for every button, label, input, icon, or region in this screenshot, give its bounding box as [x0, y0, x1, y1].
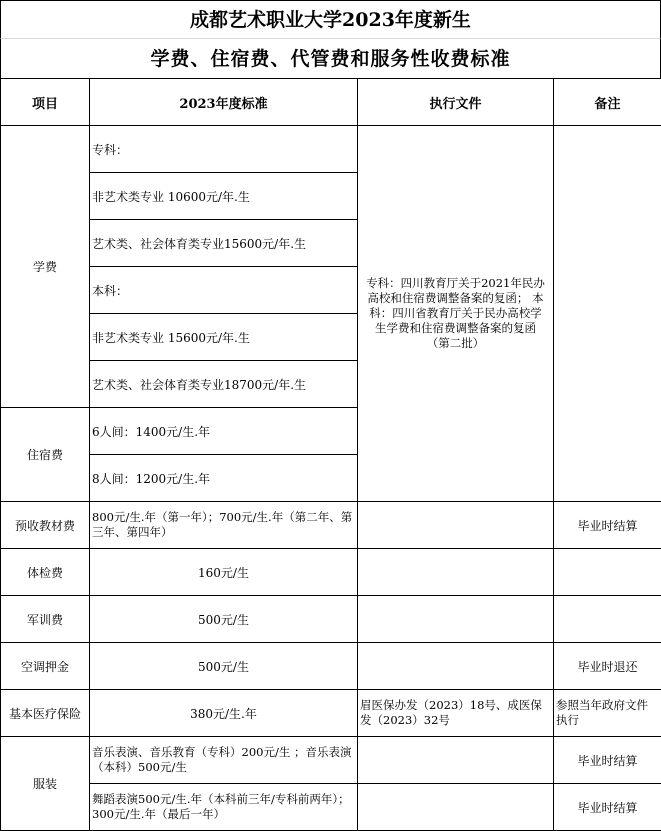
ac-deposit-remark: 毕业时退还 [554, 643, 661, 690]
insurance-label: 基本医疗保险 [1, 690, 90, 737]
tuition-row: 非艺术类专业 10600元/年.生 [90, 173, 358, 220]
military-label: 军训费 [1, 596, 90, 643]
textbook-value: 800元/生.年（第一年）；700元/生.年（第二年、第三年、第四年） [90, 502, 358, 549]
tuition-docs: 专科：四川教育厅关于2021年民办高校和住宿费调整备案的复函； 本科：四川省教育厅关于民办高校学生学费和住宿费调整备案的复函（第二批） [358, 126, 554, 502]
table-row [1, 126, 661, 173]
textbook-docs [358, 502, 554, 549]
tuition-row: 艺术类、社会体育类专业15600元/年.生 [90, 220, 358, 267]
textbook-remark: 毕业时结算 [554, 502, 661, 549]
insurance-docs: 眉医保办发（2023）18号、成医保发（2023）32号 [358, 690, 554, 737]
tuition-row: 专科： [90, 126, 358, 173]
military-value: 500元/生 [90, 596, 358, 643]
dorm-row: 8人间：1200元/生.年 [90, 455, 358, 502]
table-row [1, 502, 661, 549]
header-remark: 备注 [554, 79, 661, 126]
tuition-row: 非艺术类专业 15600元/年.生 [90, 314, 358, 361]
table-row [1, 596, 661, 643]
table-row [1, 737, 661, 784]
tuition-row: 艺术类、社会体育类专业18700元/年.生 [90, 361, 358, 408]
uniform-label: 服装 [1, 737, 90, 831]
uniform-remark: 毕业时结算 [554, 737, 661, 784]
insurance-remark: 参照当年政府文件执行 [554, 690, 661, 737]
dorm-row: 6人间：1400元/生.年 [90, 408, 358, 455]
table-row [1, 690, 661, 737]
uniform-docs [358, 784, 554, 831]
tuition-remark [554, 126, 661, 502]
header-docs: 执行文件 [358, 79, 554, 126]
military-remark [554, 596, 661, 643]
header-row [1, 79, 661, 126]
dorm-label: 住宿费 [1, 408, 90, 502]
textbook-label: 预收教材费 [1, 502, 90, 549]
sheet-title-line1: 成都艺术职业大学2023年度新生 [0, 0, 661, 38]
uniform-value: 舞蹈表演500元/生.年（本科前三年/专科前两年）；300元/生.年（最后一年） [90, 784, 358, 831]
ac-deposit-docs [358, 643, 554, 690]
uniform-docs [358, 737, 554, 784]
medical-exam-value: 160元/生 [90, 549, 358, 596]
medical-exam-docs [358, 549, 554, 596]
table-row [1, 784, 661, 831]
medical-exam-label: 体检费 [1, 549, 90, 596]
table-row [1, 549, 661, 596]
military-docs [358, 596, 554, 643]
header-item: 项目 [1, 79, 90, 126]
insurance-value: 380元/生.年 [90, 690, 358, 737]
sheet-title-line2: 学费、住宿费、代管费和服务性收费标准 [0, 38, 661, 78]
uniform-value: 音乐表演、音乐教育（专科）200元/生 ；音乐表演（本科）500元/生 [90, 737, 358, 784]
header-standard: 2023年度标准 [90, 79, 358, 126]
uniform-remark: 毕业时结算 [554, 784, 661, 831]
table-row [1, 643, 661, 690]
medical-exam-remark [554, 549, 661, 596]
ac-deposit-label: 空调押金 [1, 643, 90, 690]
tuition-row: 本科： [90, 267, 358, 314]
tuition-label: 学费 [1, 126, 90, 408]
fee-table [0, 78, 661, 831]
ac-deposit-value: 500元/生 [90, 643, 358, 690]
